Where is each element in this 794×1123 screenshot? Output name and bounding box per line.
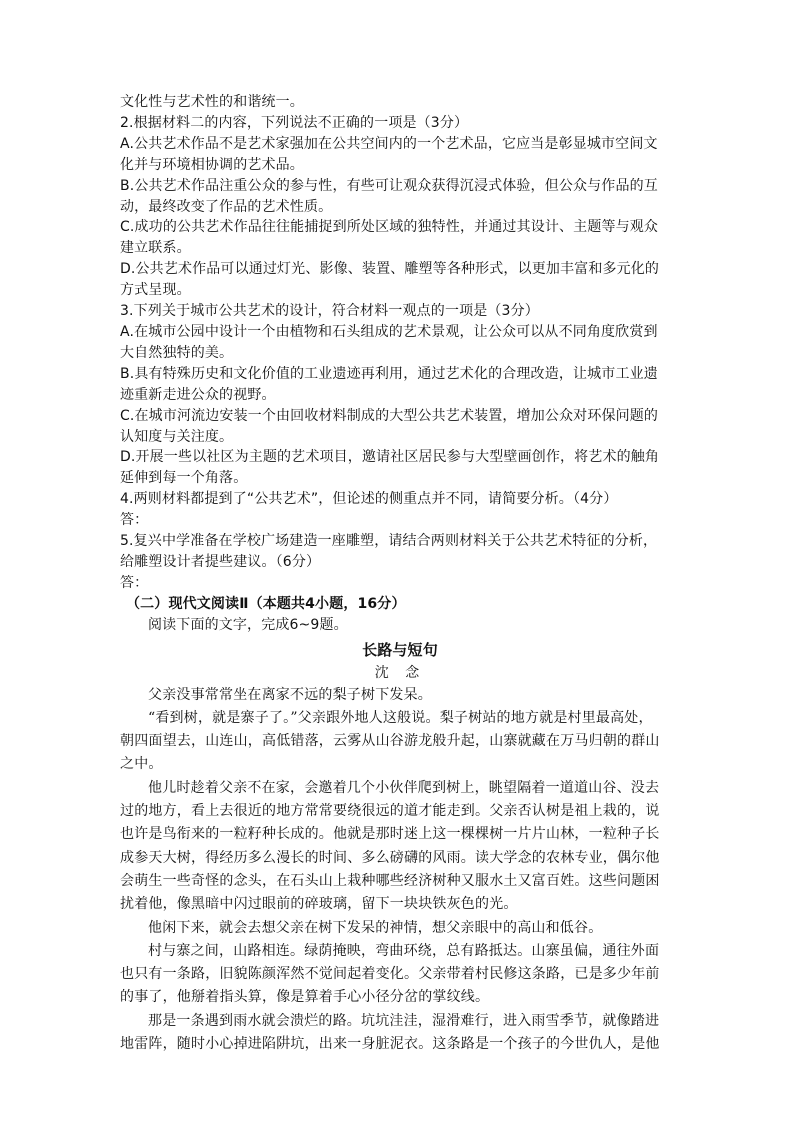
story-paragraph-line: 之中。: [120, 756, 163, 773]
story-paragraph-line: 村与寨之间，山路相连。绿荫掩映，弯曲环绕，总有路抵达。山寨虽偏，通往外面: [148, 942, 660, 959]
option-2b: B.公共艺术作品注重公众的参与性，有些可让观众获得沉浸式体验，但公众与作品的互: [120, 177, 658, 194]
document-page: [120, 92, 680, 1056]
story-author: 沈 念: [374, 664, 426, 681]
option-3c-cont: 认知度与关注度。: [120, 428, 234, 445]
answer-label-4: 答：: [120, 512, 149, 529]
text-line: 文化性与艺术性的和谐统一。: [120, 94, 304, 110]
option-3b-cont: 迹重新走进公众的视野。: [120, 386, 276, 403]
answer-label-5: 答：: [120, 574, 149, 591]
story-paragraph-line: 会萌生一些奇怪的念头，在石头山上栽种哪些经济树种又服水土又富百姓。这些问题困: [120, 872, 660, 889]
option-2c-cont: 建立联系。: [120, 240, 191, 257]
section-heading: （二）现代文阅读Ⅱ（本题共4小题，16分）: [126, 595, 406, 612]
story-title: 长路与短句: [362, 640, 438, 659]
option-3a: A.在城市公园中设计一个由植物和石头组成的艺术景观，让公众可以从不同角度欣赏到: [120, 323, 658, 340]
option-3b: B.具有特殊历史和文化价值的工业遗迹再利用，通过艺术化的合理改造，让城市工业遗: [120, 365, 658, 382]
story-paragraph-line: 他闲下来，就会去想父亲在树下发呆的神情，想父亲眼中的高山和低谷。: [148, 919, 603, 936]
story-paragraph-line: 朝四面望去，山连山，高低错落，云雾从山谷游龙般升起，山寨就藏在万马归朝的群山: [120, 733, 660, 750]
story-paragraph-line: 过的地方，看上去很近的地方常常要绕很远的道才能走到。父亲否认树是祖上栽的，说: [120, 803, 660, 820]
option-3d: D.开展一些以社区为主题的艺术项目，邀请社区居民参与大型壁画创作，将艺术的触角: [120, 449, 660, 466]
story-paragraph-line: “看到树，就是寨子了。”父亲跟外地人这般说。梨子树站的地方就是村里最高处，: [148, 709, 653, 726]
story-paragraph-line: 成参天大树，得经历多么漫长的时间、多么磅礴的风雨。读大学念的农林专业，偶尔他: [120, 849, 660, 866]
question-5: 5.复兴中学准备在学校广场建造一座雕塑，请结合两则材料关于公共艺术特征的分析，: [120, 533, 658, 550]
story-paragraph-line: 扰着他，像黑暗中闪过眼前的碎玻璃，留下一块块铁灰色的光。: [120, 896, 518, 913]
option-2c: C.成功的公共艺术作品往往能捕捉到所处区域的独特性，并通过其设计、主题等与观众: [120, 219, 659, 236]
story-body: [120, 684, 680, 1057]
story-paragraph-line: 也许是鸟衔来的一粒籽种长成的。他就是那时迷上这一棵棵树一片片山林，一粒种子长: [120, 826, 660, 843]
story-paragraph-line: 的事了，他掰着指头算，像是算着手心小径分岔的掌纹线。: [120, 989, 490, 1006]
story-paragraph-line: 父亲没事常常坐在离家不远的梨子树下发呆。: [148, 686, 432, 703]
story-paragraph-line: 那是一条遇到雨水就会溃烂的路。坑坑洼洼，湿滑难行，进入雨雪季节，就像踏进: [148, 1012, 660, 1029]
option-3a-cont: 大自然独特的美。: [120, 344, 234, 361]
option-3c: C.在城市河流边安装一个由回收材料制成的大型公共艺术装置，增加公众对环保问题的: [120, 407, 659, 424]
instruction: 阅读下面的文字，完成6~9题。: [148, 616, 348, 633]
option-2d: D.公共艺术作品可以通过灯光、影像、装置、雕塑等各种形式，以更加丰富和多元化的: [120, 261, 660, 278]
option-2d-cont: 方式呈现。: [120, 282, 191, 299]
story-paragraph-line: 也只有一条路，旧貌陈颜浑然不觉间起着变化。父亲带着村民修这条路，已是多少年前: [120, 966, 660, 983]
question-3: 3.下列关于城市公共艺术的设计，符合材料一观点的一项是（3分）: [120, 303, 539, 320]
option-2b-cont: 动，最终改变了作品的艺术性质。: [120, 198, 333, 215]
question-2: 2.根据材料二的内容，下列说法不正确的一项是（3分）: [120, 114, 469, 131]
option-2a: A.公共艺术作品不是艺术家强加在公共空间内的一个艺术品，它应当是彰显城市空间文: [120, 135, 658, 152]
question-4: 4.两则材料都提到了“公共艺术”，但论述的侧重点并不同，请简要分析。（4分）: [120, 491, 618, 508]
question-5-cont: 给雕塑设计者提些建议。（6分）: [120, 553, 321, 570]
story-paragraph-line: 他儿时趁着父亲不在家，会邀着几个小伙伴爬到树上，眺望隔着一道道山谷、没去: [148, 779, 660, 796]
option-3d-cont: 延伸到每一个角落。: [120, 470, 248, 487]
story-paragraph-line: 地雷阵，随时小心掉进陷阱坑，出来一身脏泥衣。这条路是一个孩子的今世仇人，是他: [120, 1036, 660, 1053]
option-2a-cont: 化并与环境相协调的艺术品。: [120, 156, 304, 173]
